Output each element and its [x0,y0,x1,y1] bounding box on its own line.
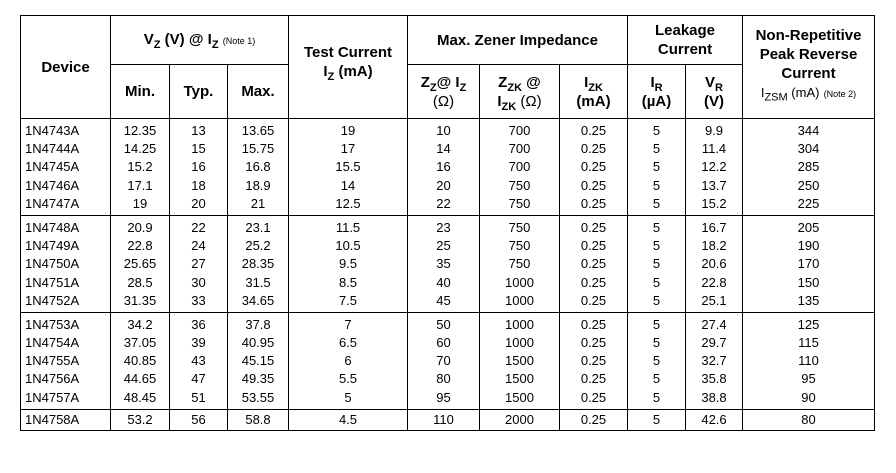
vr-value: 11.4 [701,141,727,157]
ir-value: 5 [652,335,661,351]
max-value: 37.8 [245,316,271,332]
zzk-value: 750 [508,177,531,193]
izk-value: 0.25 [580,292,607,308]
iz-value: 5 [344,389,352,405]
cell-izk [560,215,628,312]
cell-device [21,119,111,216]
zzk-value: 700 [508,159,531,175]
device-value: 1N4751A [25,274,80,290]
min-value: 19 [132,195,148,211]
zz-value: 40 [436,274,451,290]
device-value: 1N4747A [25,195,80,211]
header-izk: $I_{ZK}$ (mA) [560,65,628,119]
cell-zzk [480,215,560,312]
izsm-value: 250 [797,177,820,193]
zz-value: 14 [436,141,451,157]
max-value: 13.65 [241,123,275,138]
ir-value: 5 [652,256,661,272]
zzk-value: 2000 [505,411,534,427]
izk-value: 0.25 [580,159,607,175]
typ-value: 22 [191,219,206,235]
izk-value: 0.25 [580,411,607,427]
typ-value: 56 [191,411,206,427]
max-value: 34.65 [241,292,275,308]
izk-value: 0.25 [580,353,607,369]
min-value: 44.65 [123,371,157,387]
typ-value: 27 [191,256,206,272]
min-value: 14.25 [123,141,157,157]
cell-min [111,409,170,430]
header-non-repetitive: Non-Repetitive Peak Reverse Current $I_{ZSM}$ (mA) (Note 2) [743,16,875,119]
typ-value: 36 [191,316,206,332]
izk-value: 0.25 [580,371,607,387]
typ-value: 18 [191,177,206,193]
zz-value: 70 [436,353,451,369]
table-row-group [21,119,875,216]
cell-vr [686,409,743,430]
device-value: 1N4744A [25,141,80,157]
iz-value: 5.5 [338,371,358,387]
max-value: 23.1 [245,219,271,235]
device-value: 1N4745A [25,159,80,175]
cell-ir [628,215,686,312]
iz-value: 12.5 [335,195,361,211]
zzk-value: 750 [508,256,531,272]
iz-value: 17 [340,141,356,157]
izk-value: 0.25 [580,141,607,157]
device-value: 1N4755A [25,353,80,369]
typ-value: 39 [191,335,206,351]
max-value: 45.15 [241,353,275,369]
min-value: 40.85 [123,353,157,369]
ir-value: 5 [652,389,661,405]
cell-zz [408,215,480,312]
min-value: 20.9 [127,219,153,235]
header-vz-note: (Note 1) [222,35,256,46]
zzk-value: 1000 [505,292,534,308]
min-value: 17.1 [127,177,153,193]
cell-max [228,119,289,216]
zzk-value: 1000 [505,274,534,290]
min-value: 15.2 [127,159,153,175]
izsm-value: 344 [797,123,820,138]
zzk-value: 700 [508,141,531,157]
header-vz-typ: Typ. [170,65,228,119]
device-value: 1N4748A [25,219,80,235]
izk-value: 0.25 [580,389,607,405]
izsm-value: 285 [797,159,820,175]
header-test-current-label: Test Current [303,44,393,61]
max-value: 49.35 [241,371,275,387]
zz-value: 60 [436,335,451,351]
vr-value: 29.7 [701,335,727,351]
table-row-group [21,215,875,312]
cell-vr [686,312,743,409]
zz-value: 35 [436,256,451,272]
cell-iz [289,215,408,312]
zzk-value: 750 [508,238,531,254]
izsm-value: 135 [797,292,820,308]
izsm-value: 125 [797,316,820,332]
header-ir: $I_R$ (µA) [628,65,686,119]
cell-zzk [480,312,560,409]
ir-value: 5 [652,316,661,332]
izsm-value: 150 [797,274,820,290]
zz-value: 23 [436,219,451,235]
izsm-value: 304 [797,141,820,157]
ir-value: 5 [652,371,661,387]
min-value: 48.45 [123,389,157,405]
table-body [21,119,875,431]
device-value: 1N4752A [25,292,80,308]
vr-value: 20.6 [701,256,727,272]
izk-value: 0.25 [580,256,607,272]
ir-value: 5 [652,159,661,175]
izsm-value: 225 [797,195,820,211]
header-vz-max: Max. [228,65,289,119]
typ-value: 15 [191,141,206,157]
iz-value: 8.5 [338,274,358,290]
min-value: 31.35 [123,292,157,308]
vr-value: 9.9 [704,123,724,138]
iz-value: 9.5 [338,256,358,272]
cell-typ [170,119,228,216]
cell-vr [686,215,743,312]
table-row-group [21,312,875,409]
cell-ir [628,119,686,216]
ir-value: 5 [652,292,661,308]
cell-izsm [743,312,875,409]
header-test-current: Test Current $I_Z$ (mA) [289,16,408,119]
min-value: 34.2 [127,316,153,332]
typ-value: 47 [191,371,206,387]
zzk-value: 1500 [505,353,534,369]
max-value: 53.55 [241,389,275,405]
ir-value: 5 [652,411,661,427]
iz-value: 10.5 [335,238,361,254]
iz-value: 19 [340,123,356,138]
cell-izsm [743,409,875,430]
cell-max [228,215,289,312]
max-value: 18.9 [245,177,271,193]
cell-iz [289,409,408,430]
izk-value: 0.25 [580,335,607,351]
zzk-value: 1500 [505,371,534,387]
table-row-group [21,409,875,430]
vr-value: 13.7 [701,177,727,193]
izsm-value: 170 [797,256,820,272]
cell-device [21,215,111,312]
zz-value: 25 [436,238,451,254]
device-value: 1N4758A [25,411,80,427]
max-value: 16.8 [245,159,271,175]
izk-value: 0.25 [580,195,607,211]
header-max-zener-impedance: Max. Zener Impedance [408,16,628,65]
cell-typ [170,409,228,430]
device-value: 1N4749A [25,238,80,254]
cell-min [111,119,170,216]
vr-value: 38.8 [701,389,727,405]
cell-izsm [743,215,875,312]
izsm-value: 90 [801,389,816,405]
ir-value: 5 [652,219,661,235]
min-value: 37.05 [123,335,157,351]
cell-max [228,312,289,409]
iz-value: 15.5 [335,159,361,175]
cell-iz [289,312,408,409]
min-value: 22.8 [127,238,153,254]
iz-value: 11.5 [335,219,361,235]
vr-value: 27.4 [701,316,727,332]
typ-value: 24 [191,238,206,254]
izk-value: 0.25 [580,177,607,193]
zzk-value: 700 [508,123,531,138]
typ-value: 43 [191,353,206,369]
cell-ir [628,312,686,409]
ir-value: 5 [652,195,661,211]
vr-value: 18.2 [701,238,727,254]
typ-value: 51 [191,389,206,405]
zz-value: 45 [436,292,451,308]
min-value: 53.2 [127,411,153,427]
max-value: 31.5 [245,274,271,290]
vr-value: 16.7 [701,219,727,235]
cell-zzk [480,119,560,216]
header-izsm-note: (Note 2) [823,89,857,99]
cell-min [111,215,170,312]
cell-izk [560,119,628,216]
cell-izsm [743,119,875,216]
cell-zzk [480,409,560,430]
max-value: 21 [250,195,266,211]
iz-value: 14 [340,177,356,193]
izk-value: 0.25 [580,123,607,138]
cell-vr [686,119,743,216]
zz-value: 80 [436,371,451,387]
cell-izk [560,312,628,409]
ir-value: 5 [652,141,661,157]
vr-value: 25.1 [701,292,727,308]
iz-value: 7.5 [338,292,358,308]
izsm-value: 115 [798,335,819,351]
izk-value: 0.25 [580,219,607,235]
cell-device [21,312,111,409]
zz-value: 110 [433,411,454,427]
iz-value: 7 [344,316,352,332]
device-value: 1N4750A [25,256,80,272]
izk-value: 0.25 [580,274,607,290]
typ-value: 13 [191,123,206,138]
cell-typ [170,215,228,312]
vr-value: 35.8 [701,371,727,387]
zz-value: 22 [436,195,451,211]
iz-value: 6.5 [338,335,358,351]
zz-value: 50 [436,316,451,332]
device-value: 1N4746A [25,177,80,193]
cell-zz [408,119,480,216]
vr-value: 12.2 [701,159,727,175]
cell-typ [170,312,228,409]
izk-value: 0.25 [580,316,607,332]
iz-value: 6 [344,353,352,369]
zzk-value: 750 [508,219,531,235]
header-leakage-current: Leakage Current [628,16,743,65]
header-zz: $Z_Z@$ $I_Z$ (Ω) [408,65,480,119]
typ-value: 30 [191,274,206,290]
zz-value: 95 [436,389,451,405]
cell-ir [628,409,686,430]
cell-izk [560,409,628,430]
table-header [21,16,875,119]
zzk-value: 750 [508,195,531,211]
typ-value: 20 [191,195,206,211]
max-value: 15.75 [241,141,275,157]
max-value: 40.95 [241,335,275,351]
device-value: 1N4757A [25,389,80,405]
zzk-value: 1000 [505,316,534,332]
header-vr: $V_R$ (V) [686,65,743,119]
cell-iz [289,119,408,216]
min-value: 12.35 [123,123,157,138]
max-value: 25.2 [245,238,271,254]
vr-value: 22.8 [701,274,727,290]
min-value: 28.5 [127,274,153,290]
izsm-value: 205 [797,219,820,235]
cell-max [228,409,289,430]
zz-value: 20 [436,177,451,193]
izsm-value: 95 [801,371,816,387]
ir-value: 5 [652,238,661,254]
vr-value: 42.6 [701,411,727,427]
header-device: Device [21,16,111,119]
zener-spec-table [20,15,875,431]
zzk-value: 1000 [505,335,534,351]
ir-value: 5 [652,177,661,193]
min-value: 25.65 [123,256,157,272]
cell-min [111,312,170,409]
izk-value: 0.25 [580,238,607,254]
zz-value: 10 [436,123,451,138]
device-value: 1N4754A [25,335,80,351]
max-value: 28.35 [241,256,275,272]
vr-value: 32.7 [701,353,727,369]
header-vz-group: $V_Z$ (V) @ $I_Z$ (Note 1) [111,16,289,65]
vr-value: 15.2 [701,195,727,211]
typ-value: 33 [191,292,206,308]
device-value: 1N4756A [25,371,80,387]
header-vz-min: Min. [111,65,170,119]
device-value: 1N4753A [25,316,80,332]
typ-value: 16 [191,159,206,175]
ir-value: 5 [652,123,661,138]
izsm-value: 110 [798,353,819,369]
max-value: 58.8 [245,411,271,427]
cell-device [21,409,111,430]
zz-value: 16 [436,159,451,175]
ir-value: 5 [652,274,661,290]
cell-zz [408,409,480,430]
header-zzk: $Z_{ZK}$ @ $I_{ZK}$ (Ω) [480,65,560,119]
ir-value: 5 [652,353,661,369]
zener-spec-table-container [20,15,875,431]
zzk-value: 1500 [505,389,534,405]
izsm-value: 190 [797,238,820,254]
iz-value: 4.5 [338,411,358,427]
cell-zz [408,312,480,409]
device-value: 1N4743A [25,123,80,138]
izsm-value: 80 [801,411,816,427]
